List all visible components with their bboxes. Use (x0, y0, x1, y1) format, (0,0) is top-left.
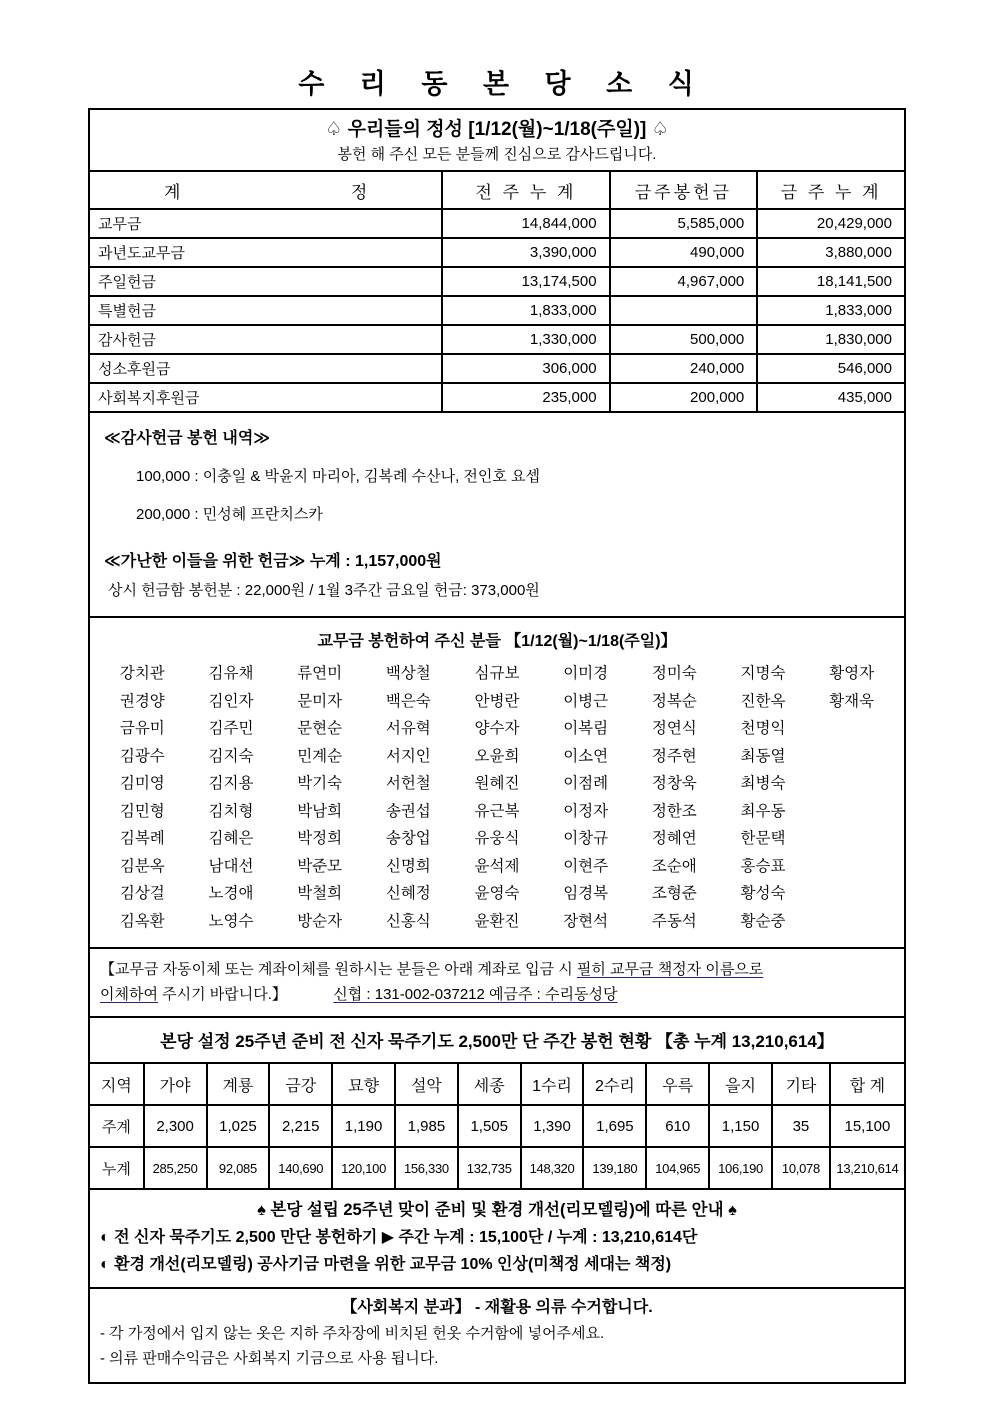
donor-name: 백은숙 (385, 692, 431, 710)
rosary-header-region: 지역 (89, 1063, 144, 1105)
rosary-cumulative-value: 285,250 (144, 1147, 207, 1189)
transfer-notice-underlined: 필히 교무금 책정자 이름으로 (576, 961, 764, 978)
rosary-cumulative-value: 139,180 (583, 1147, 646, 1189)
rosary-cumulative-value: 10,078 (772, 1147, 830, 1189)
offering-prev-total: 13,174,500 (442, 267, 609, 296)
rosary-header-col: 2수리 (583, 1063, 646, 1105)
offerings-header-account (89, 171, 442, 209)
anniversary-title: ♠ 본당 설립 25주년 맞이 준비 및 환경 개선(리모델링)에 따른 안내 ♠ (257, 1201, 737, 1219)
offering-label: 과년도교무금 (89, 238, 442, 267)
offering-prev-total: 235,000 (442, 383, 609, 412)
anniversary-bullet: ◐ 환경 개선(리모델링) 공사기금 마련을 위한 교무금 10% 인상(미책정 세대는 책정) (100, 1256, 672, 1273)
rosary-weekly-total: 15,100 (830, 1105, 905, 1147)
offerings-header-this-total: 금 주 누 계 (757, 171, 905, 209)
donor-name: 조순애 (651, 857, 697, 875)
offerings-table (88, 170, 906, 413)
rosary-weekly-value: 1,695 (583, 1105, 646, 1147)
donor-name: 지명숙 (740, 665, 786, 682)
donor-name: 김민형 (119, 802, 165, 820)
welfare-line: - 각 가정에서 입지 않는 옷은 지하 주차장에 비치된 헌옷 수거함에 넣어주세요. (100, 1325, 605, 1342)
donor-name: 박기숙 (297, 775, 343, 792)
donor-name: 최동열 (740, 747, 786, 765)
donor-name: 김분옥 (119, 857, 165, 875)
rosary-header-col: 계룡 (207, 1063, 270, 1105)
rosary-header-row (89, 1063, 905, 1105)
donor-name: 박남희 (297, 802, 343, 820)
donor-row (98, 825, 896, 853)
donor-name: 이정자 (563, 802, 609, 820)
rosary-weekly-value: 1,505 (458, 1105, 521, 1147)
donor-name: 권경양 (119, 692, 165, 710)
offering-week: 4,967,000 (610, 267, 758, 296)
donor-name: 박정희 (297, 830, 343, 847)
donor-name: 김인자 (208, 692, 254, 710)
offerings-header-row (89, 171, 905, 209)
donor-name: 윤환진 (474, 912, 520, 930)
donor-name: 홍승표 (740, 857, 786, 875)
offering-label: 주일헌금 (89, 267, 442, 296)
anniversary-bullet: ◐ 전 신자 묵주기도 2,500 만단 봉헌하기 ▶ 주간 누계 : 15,100단 / 누계 : 13,210,614단 (100, 1229, 698, 1246)
table-row (89, 383, 905, 412)
table-row (89, 267, 905, 296)
donor-name: 유웅식 (474, 830, 520, 847)
transfer-notice-underlined: 이체하여 (100, 986, 158, 1003)
rosary-cumulative-value: 104,965 (646, 1147, 709, 1189)
offerings-header-gye: 계 (164, 182, 181, 202)
donor-name: 오윤희 (474, 747, 520, 765)
donor-name: 이미경 (563, 665, 609, 682)
rosary-header-col: 금강 (269, 1063, 332, 1105)
donor-name: 이소연 (563, 747, 609, 765)
bulletin-body (88, 108, 906, 1384)
rosary-cumulative-value: 148,320 (521, 1147, 584, 1189)
donor-name: 최우동 (740, 802, 786, 820)
offering-week: 200,000 (610, 383, 758, 412)
donor-name: 황영자 (829, 665, 875, 682)
thanksgiving-item: 100,000 : 이충일 & 박윤지 마리아, 김복례 수산나, 전인호 요셉 (136, 468, 541, 485)
donor-name: 윤영숙 (474, 885, 520, 902)
donor-name: 박철희 (297, 885, 343, 902)
donor-name: 신혜정 (385, 885, 431, 902)
thanksgiving-box (88, 411, 906, 618)
table-row (89, 354, 905, 383)
offering-week: 490,000 (610, 238, 758, 267)
donor-name: 박준모 (297, 857, 343, 875)
donor-name: 주동석 (651, 912, 697, 930)
transfer-notice-text: 주시기 바랍니다.】 (162, 986, 287, 1003)
rosary-cumulative-row (89, 1147, 905, 1189)
rosary-weekly-value: 610 (646, 1105, 709, 1147)
transfer-notice-line1 (100, 957, 894, 982)
offering-week: 500,000 (610, 325, 758, 354)
anniversary-box (88, 1188, 906, 1289)
donor-name (807, 798, 896, 826)
donor-row (98, 798, 896, 826)
donor-name: 김복례 (119, 830, 165, 847)
table-row (89, 325, 905, 354)
donor-name: 노영수 (208, 912, 254, 930)
offerings-header-prev-total: 전 주 누 계 (442, 171, 609, 209)
donor-name: 황성숙 (740, 885, 786, 902)
donor-name: 이병근 (563, 692, 609, 710)
donor-name: 민계순 (297, 747, 343, 765)
table-row (89, 296, 905, 325)
donor-name: 김미영 (119, 775, 165, 792)
welfare-line: - 의류 판매수익금은 사회복지 기금으로 사용 됩니다. (100, 1350, 439, 1367)
rosary-table (88, 1062, 906, 1190)
donor-name: 정복순 (651, 692, 697, 710)
donor-name: 심규보 (474, 665, 520, 682)
donor-name: 서유혁 (385, 720, 431, 737)
donor-name: 문현순 (297, 720, 343, 737)
offering-label: 특별헌금 (89, 296, 442, 325)
donor-name: 류연미 (297, 665, 343, 682)
rosary-header-col: 합 계 (830, 1063, 905, 1105)
poor-fund-detail: 상시 헌금함 봉헌분 : 22,000원 / 1월 3주간 금요일 헌금: 373,000원 (108, 582, 540, 599)
rosary-weekly-value: 1,190 (332, 1105, 395, 1147)
transfer-notice-box (88, 947, 906, 1018)
rosary-weekly-value: 1,985 (395, 1105, 458, 1147)
rosary-weekly-value: 1,150 (709, 1105, 772, 1147)
donor-name: 금유미 (119, 720, 165, 737)
donor-name: 노경애 (208, 885, 254, 902)
offering-total: 3,880,000 (757, 238, 905, 267)
donor-name: 남대선 (208, 857, 254, 875)
rosary-weekly-value: 1,390 (521, 1105, 584, 1147)
rosary-weekly-value: 2,300 (144, 1105, 207, 1147)
rosary-cumulative-value: 106,190 (709, 1147, 772, 1189)
rosary-cumulative-value: 140,690 (269, 1147, 332, 1189)
poor-fund-heading: ≪가난한 이들을 위한 헌금≫ 누계 : 1,157,000원 (104, 553, 442, 570)
donor-name: 조형준 (651, 885, 697, 902)
rosary-header-col: 묘향 (332, 1063, 395, 1105)
donor-name: 유근복 (474, 802, 520, 820)
page-title: 수 리 동 본 당 소 식 (298, 69, 708, 99)
donor-name: 이복림 (563, 720, 609, 737)
thanksgiving-heading: ≪감사헌금 봉헌 내역≫ (104, 430, 271, 447)
donor-name: 이점례 (563, 775, 609, 792)
rosary-header-col: 기타 (772, 1063, 830, 1105)
rosary-cumulative-value: 92,085 (207, 1147, 270, 1189)
donor-name: 최병숙 (740, 775, 786, 792)
donor-name: 안병란 (474, 692, 520, 710)
donor-name (807, 908, 896, 936)
donor-name (807, 825, 896, 853)
table-row (89, 238, 905, 267)
table-row (89, 209, 905, 238)
donor-name: 임경복 (563, 885, 609, 902)
rosary-weekly-row (89, 1105, 905, 1147)
offering-prev-total: 1,833,000 (442, 296, 609, 325)
donor-name: 백상철 (385, 665, 431, 682)
donor-row (98, 853, 896, 881)
donor-name: 정주현 (651, 747, 697, 765)
offering-prev-total: 14,844,000 (442, 209, 609, 238)
donor-row (98, 715, 896, 743)
donor-row (98, 660, 896, 688)
donor-name: 김옥환 (119, 912, 165, 930)
donor-name: 방순자 (297, 912, 343, 930)
offering-total: 1,833,000 (757, 296, 905, 325)
donor-name: 송창업 (385, 830, 431, 847)
rosary-cumulative-value: 120,100 (332, 1147, 395, 1189)
donor-name: 윤석제 (474, 857, 520, 875)
donor-name: 황재욱 (829, 692, 875, 710)
offering-total: 18,141,500 (757, 267, 905, 296)
donor-name (807, 880, 896, 908)
donor-name: 김광수 (119, 747, 165, 765)
offering-total: 546,000 (757, 354, 905, 383)
offering-week (610, 296, 758, 325)
donor-name: 문미자 (297, 692, 343, 710)
rosary-cumulative-label: 누계 (89, 1147, 144, 1189)
donor-name: 신홍식 (385, 912, 431, 930)
donor-row (98, 743, 896, 771)
rosary-cumulative-total: 13,210,614 (830, 1147, 905, 1189)
donor-name: 이창규 (563, 830, 609, 847)
donor-name: 김지숙 (208, 747, 254, 765)
offering-prev-total: 1,330,000 (442, 325, 609, 354)
donor-name: 정미숙 (651, 665, 697, 682)
donor-name: 김상걸 (119, 885, 165, 902)
welfare-box (88, 1287, 906, 1384)
donor-name: 이현주 (563, 857, 609, 875)
rosary-header-col: 가야 (144, 1063, 207, 1105)
rosary-cumulative-value: 156,330 (395, 1147, 458, 1189)
donor-name: 천명익 (740, 720, 786, 737)
donor-name: 양수자 (474, 720, 520, 737)
bank-account: 신협 : 131-002-037212 예금주 : 수리동성당 (333, 986, 618, 1003)
donor-name: 서헌철 (385, 775, 431, 792)
donor-name: 정연식 (651, 720, 697, 737)
donor-name: 정혜연 (651, 830, 697, 847)
donor-name: 김유채 (208, 665, 254, 682)
rosary-weekly-value: 2,215 (269, 1105, 332, 1147)
offering-week: 240,000 (610, 354, 758, 383)
donor-name: 신명희 (385, 857, 431, 875)
offering-label: 사회복지후원금 (89, 383, 442, 412)
rosary-header-col: 설악 (395, 1063, 458, 1105)
offering-label: 성소후원금 (89, 354, 442, 383)
donor-name (807, 853, 896, 881)
donor-name: 원혜진 (474, 775, 520, 792)
thanksgiving-item: 200,000 : 민성혜 프란치스카 (136, 506, 323, 523)
donor-name: 김치형 (208, 802, 254, 820)
offering-total: 435,000 (757, 383, 905, 412)
donor-name: 황순중 (740, 912, 786, 930)
offering-total: 20,429,000 (757, 209, 905, 238)
rosary-header-col: 을지 (709, 1063, 772, 1105)
donor-name: 강치관 (119, 665, 165, 682)
donor-row (98, 908, 896, 936)
transfer-notice-line2 (100, 982, 894, 1007)
donor-name: 송권섭 (385, 802, 431, 820)
donor-name: 정창욱 (651, 775, 697, 792)
donor-name: 김혜은 (208, 830, 254, 847)
rosary-cumulative-value: 132,735 (458, 1147, 521, 1189)
donor-name: 서지인 (385, 747, 431, 765)
offering-prev-total: 306,000 (442, 354, 609, 383)
offering-total: 1,830,000 (757, 325, 905, 354)
rosary-weekly-value: 1,025 (207, 1105, 270, 1147)
donor-row (98, 880, 896, 908)
offerings-header-jeong: 정 (350, 182, 368, 202)
donor-name: 김지용 (208, 775, 254, 792)
offering-prev-total: 3,390,000 (442, 238, 609, 267)
donor-name (807, 715, 896, 743)
devotion-subtitle: 봉헌 해 주신 모든 분들께 진심으로 감사드립니다. (337, 146, 657, 163)
rosary-header-col: 세종 (458, 1063, 521, 1105)
offerings-header-this-week: 금주봉헌금 (610, 171, 758, 209)
rosary-weekly-label: 주계 (89, 1105, 144, 1147)
donor-name: 정한조 (651, 802, 697, 820)
donor-name: 장현석 (563, 912, 609, 930)
rosary-header-col: 1수리 (521, 1063, 584, 1105)
donor-name: 한문택 (740, 830, 786, 847)
offering-label: 교무금 (89, 209, 442, 238)
offering-label: 감사헌금 (89, 325, 442, 354)
donor-name: 김주민 (208, 720, 254, 737)
donors-title: 교무금 봉헌하여 주신 분들 【1/12(월)~1/18(주일)】 (317, 633, 677, 650)
donor-row (98, 688, 896, 716)
donors-box (88, 616, 906, 949)
devotion-header-box (88, 108, 906, 172)
donor-row (98, 770, 896, 798)
devotion-title: ♤ 우리들의 정성 [1/12(월)~1/18(주일)] ♤ (325, 119, 669, 140)
transfer-notice-text: 【교무금 자동이체 또는 계좌이체를 원하시는 분들은 아래 계좌로 입금 시 (100, 961, 573, 978)
rosary-header-col: 우륵 (646, 1063, 709, 1105)
welfare-title: 【사회복지 분과】 - 재활용 의류 수거합니다. (341, 1299, 653, 1316)
donor-name (807, 770, 896, 798)
donor-name (807, 743, 896, 771)
offering-week: 5,585,000 (610, 209, 758, 238)
rosary-title-box: 본당 설정 25주년 준비 전 신자 묵주기도 2,500만 단 주간 봉헌 현황 【총 누계 13,210,614】 (88, 1016, 906, 1064)
rosary-weekly-value: 35 (772, 1105, 830, 1147)
donor-name: 진한옥 (740, 692, 786, 710)
